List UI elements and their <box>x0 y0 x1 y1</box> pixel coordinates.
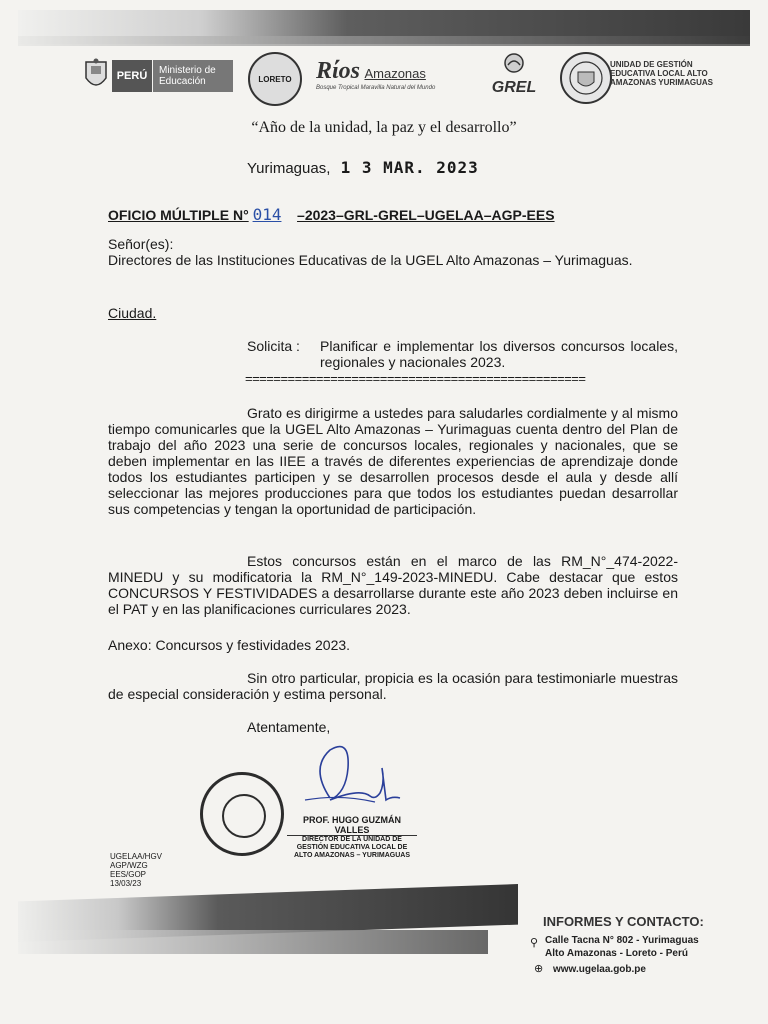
peru-coat-of-arms-icon <box>82 58 110 92</box>
subject-rule: ================================================ <box>245 371 586 386</box>
reference-line: AGP/WZG <box>110 861 148 870</box>
reference-line: UGELAA/HGV <box>110 852 163 861</box>
greeting: Señor(es): <box>108 236 174 252</box>
place: Yurimaguas, <box>247 160 331 177</box>
loreto-seal: LORETO <box>248 52 302 106</box>
location-pin-icon: ⚲ <box>530 937 539 949</box>
oficio-prefix: OFICIO MÚLTIPLE N° <box>108 207 249 223</box>
place-date <box>247 158 479 177</box>
oficio-number: 014 <box>252 205 282 224</box>
handwritten-signature <box>300 738 410 818</box>
contact-address-1: Calle Tacna N° 802 - Yurimaguas <box>545 935 699 946</box>
peru-logo: PERÚ <box>112 60 152 92</box>
reference-initials <box>110 852 162 888</box>
rios-main-text: Rίos <box>316 58 361 84</box>
reference-line: EES/GOP <box>110 870 147 879</box>
closing: Atentamente, <box>247 719 331 735</box>
signer-name: PROF. HUGO GUZMÁN VALLES <box>287 815 417 836</box>
official-stamp-inner <box>222 794 266 838</box>
body-paragraph-3: Sin otro particular, propicia es la ocasión para testimoniarle muestras de especial consideración y estima personal. <box>108 670 678 702</box>
contact-address-2: Alto Amazonas - Loreto - Perú <box>545 948 688 959</box>
subject-text: Planificar e implementar los diversos concursos locales, regionales y nacionales 2023. <box>320 338 678 370</box>
signer-block <box>287 815 417 860</box>
contact-title: INFORMES Y CONTACTO: <box>543 914 704 929</box>
subject-label: Solicita : <box>247 338 300 354</box>
grel-text: GREL <box>491 79 537 96</box>
header-band-shadow <box>18 36 750 46</box>
rios-tagline: Bosque Tropical Maravilla Natural del Mundo <box>316 85 436 91</box>
oficio-heading <box>108 205 555 224</box>
annex: Anexo: Concursos y festividades 2023. <box>108 637 351 653</box>
date-stamp: 1 3 MAR. 2023 <box>340 158 479 177</box>
ugel-name: UNIDAD DE GESTIÓN EDUCATIVA LOCAL ALTO AMAZONAS YURIMAGUAS <box>610 60 713 87</box>
body-paragraph-2: Estos concursos están en el marco de las RM_N°_474-2022-MINEDU y su modificatoria la RM_N°_149-2023-MINEDU. Cabe destacar que estos CONCURSOS Y FESTIVIDADES a desarrollarse durante este año 2023 deben incluirse en el PAT y en las planificaciones curriculares 2023. <box>108 553 678 617</box>
recipient-to: Directores de las Instituciones Educativas de la UGEL Alto Amazonas – Yurimaguas. <box>108 252 633 268</box>
footer-band-shadow <box>18 930 488 954</box>
reference-line: 13/03/23 <box>110 879 142 888</box>
recipient-block <box>108 236 678 268</box>
contact-website: www.ugelaa.gob.pe <box>553 964 646 975</box>
grel-emblem-icon <box>503 52 525 74</box>
ugel-seal-icon <box>560 52 612 104</box>
signer-role: DIRECTOR DE LA UNIDAD DE GESTIÓN EDUCATIVA LOCAL DE ALTO AMAZONAS – YURIMAGUAS <box>293 836 411 859</box>
oficio-suffix: –2023–GRL-GREL–UGELAA–AGP-EES <box>297 207 555 223</box>
year-motto: “Año de la unidad, la paz y el desarrollo” <box>251 119 517 136</box>
rios-amazonas-logo <box>316 58 466 96</box>
grel-logo <box>488 52 540 100</box>
city: Ciudad. <box>108 305 157 321</box>
body-paragraph-1: Grato es dirigirme a ustedes para saludarles cordialmente y al mismo tiempo comunicarles que la UGEL Alto Amazonas – Yurimaguas cuenta dentro del Plan de trabajo del año 2023 una serie de concursos locales, regionales y nacionales, que se deben implementar en las IIEE a través de diferentes experiencias de aprendizaje donde todos los estudiantes participen y se desarrollen procesos desde el aula y desde allí seleccionar las mejores producciones para que todos los estudiantes puedan desarrollar sus competencias y tengan la oportunidad de participación. <box>108 405 678 517</box>
rios-amazonas-text: Amazonas <box>364 66 426 81</box>
ministry-logo: Ministerio de Educación <box>153 60 233 92</box>
globe-icon: ⊕ <box>534 963 544 975</box>
